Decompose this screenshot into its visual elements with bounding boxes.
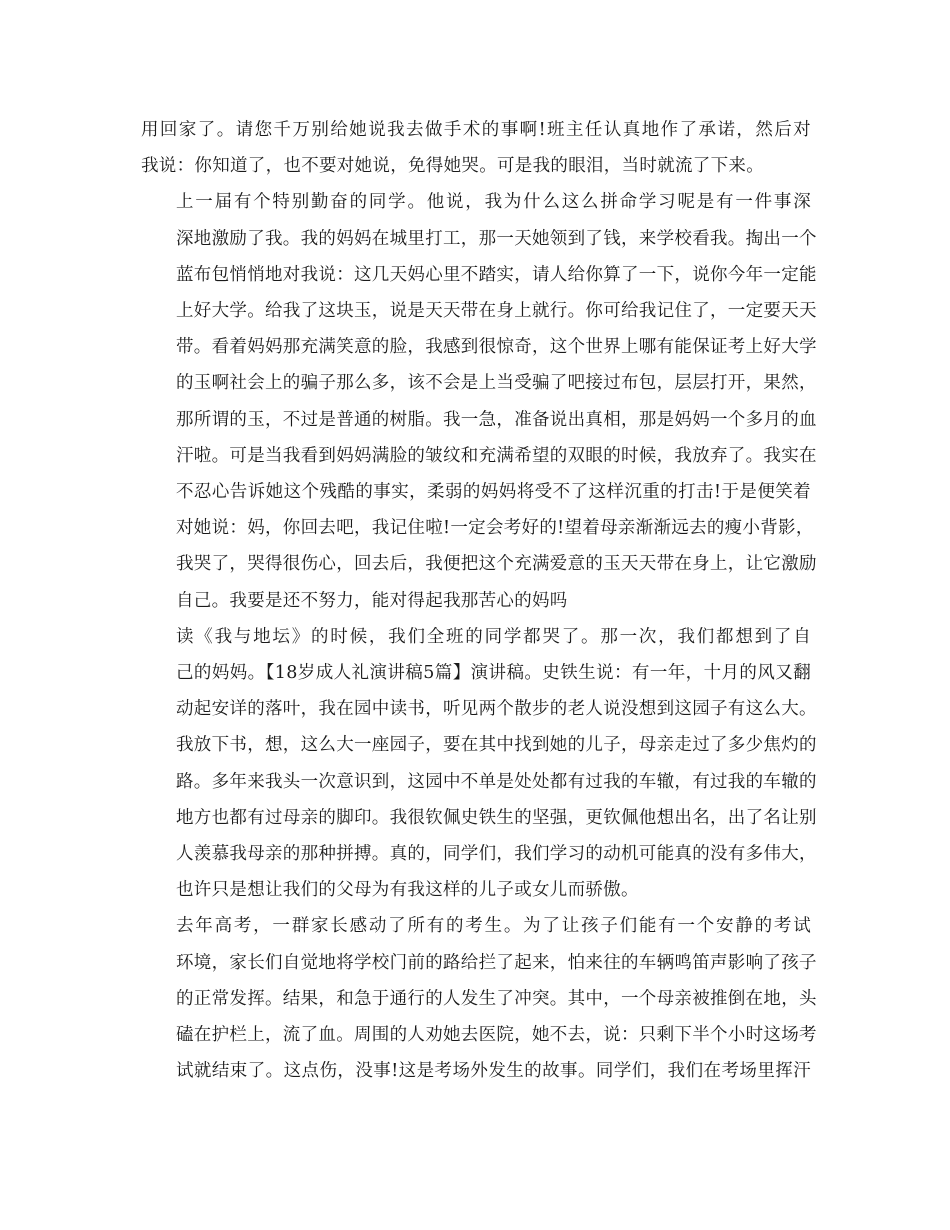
text-line: 上好大学。给我了这块玉，说是天天带在身上就行。你可给我记住了，一定要天天 [176, 301, 817, 322]
text-line: 路。多年来我头一次意识到，这园中不单是处处都有过我的车辙，有过我的车辙的 [176, 771, 817, 792]
text-line: 蓝布包悄悄地对我说：这几天妈心里不踏实，请人给你算了一下，说你今年一定能 [176, 264, 817, 285]
text-line: 我说：你知道了，也不要对她说，免得她哭。可是我的眼泪，当时就流了下来。 [141, 156, 764, 177]
text-line: 读《我与地坛》的时候，我们全班的同学都哭了。那一次，我们都想到了自 [176, 626, 811, 647]
text-line: 用回家了。请您千万别给她说我去做手术的事啊!班主任认真地作了承诺，然后对 [141, 120, 811, 140]
text-line: 试就结束了。这点伤，没事!这是考场外发生的故事。同学们，我们在考场里挥汗 [176, 1061, 811, 1082]
text-line: 环境，家长们自觉地将学校门前的路给拦了起来，怕来往的车辆鸣笛声影响了孩子 [176, 952, 817, 973]
text-line: 去年高考，一群家长感动了所有的考生。为了让孩子们能有一个安静的考试 [176, 916, 811, 937]
text-line: 的正常发挥。结果，和急于通行的人发生了冲突。其中，一个母亲被推倒在地，头 [176, 988, 817, 1009]
text-line: 那所谓的玉，不过是普通的树脂。我一急，准备说出真相，那是妈妈一个多月的血 [176, 409, 817, 430]
text-line: 对她说：妈，你回去吧，我记住啦!一定会考好的!望着母亲渐渐远去的瘦小背影， [176, 518, 814, 539]
paragraph [141, 619, 817, 909]
paragraph [141, 908, 817, 1089]
text-line: 上一届有个特别勤奋的同学。他说，我为什么这么拼命学习呢是有一件事深 [176, 192, 811, 213]
document-body [141, 112, 817, 1089]
text-line: 我放下书，想，这么大一座园子，要在其中找到她的儿子，母亲走过了多少焦灼的 [176, 735, 817, 756]
text-line: 带。看着妈妈那充满笑意的脸，我感到很惊奇，这个世界上哪有能保证考上好大学 [176, 337, 817, 358]
text-line: 不忍心告诉她这个残酷的事实，柔弱的妈妈将受不了这样沉重的打击!于是便笑着 [176, 482, 811, 503]
text-line: 的玉啊社会上的骗子那么多，该不会是上当受骗了吧接过布包，层层打开，果然， [176, 373, 817, 394]
text-line: 动起安详的落叶，我在园中读书，听见两个散步的老人说没想到这园子有这么大。 [176, 699, 817, 720]
text-line: 深地激励了我。我的妈妈在城里打工，那一天她领到了钱，来学校看我。掏出一个 [176, 228, 817, 249]
text-line: 己的妈妈。【18岁成人礼演讲稿5篇】演讲稿。史铁生说：有一年，十月的风又翻 [176, 663, 811, 684]
text-line: 磕在护栏上，流了血。周围的人劝她去医院，她不去，说：只剩下半个小时这场考 [176, 1025, 817, 1046]
paragraph [141, 112, 811, 184]
text-line: 人羡慕我母亲的那种拼搏。真的，同学们，我们学习的动机可能真的没有多伟大， [176, 844, 817, 865]
text-line: 地方也都有过母亲的脚印。我很钦佩史铁生的坚强，更钦佩他想出名，出了名让别 [176, 807, 817, 828]
text-line: 自己。我要是还不努力，能对得起我那苦心的妈吗 [176, 590, 568, 611]
paragraph [141, 184, 817, 618]
text-line: 也许只是想让我们的父母为有我这样的儿子或女儿而骄傲。 [176, 880, 639, 901]
text-line: 我哭了，哭得很伤心，回去后，我便把这个充满爱意的玉天天带在身上，让它激励 [176, 554, 817, 575]
text-line: 汗啦。可是当我看到妈妈满脸的皱纹和充满希望的双眼的时候，我放弃了。我实在 [176, 445, 817, 466]
